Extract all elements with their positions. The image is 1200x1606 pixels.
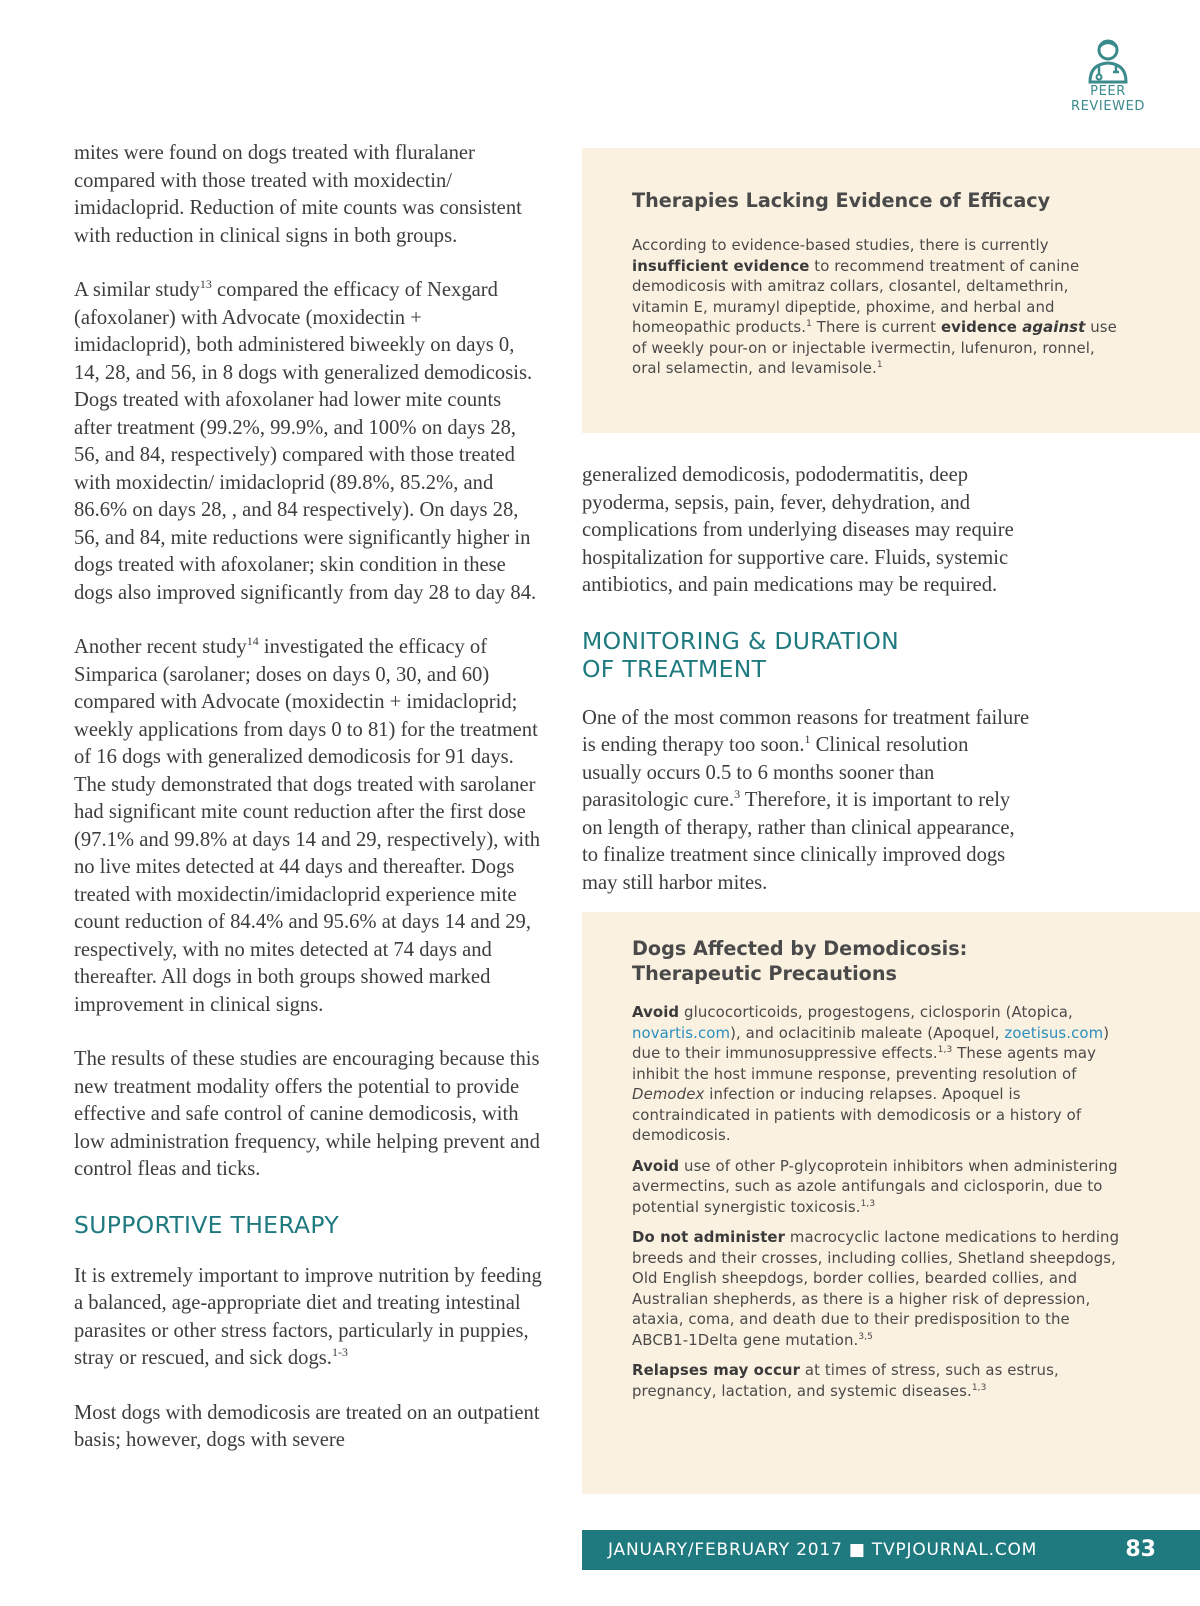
paragraph-hospitalization: generalized demodicosis, pododermatitis, deep pyoderma, sepsis, pain, fever, dehydration, and complications from underlying diseases may require hospitalization for supportive care. Fluids, systemic antibiotics, and pain medications may be required. [582, 464, 1014, 596]
right-column [582, 462, 1032, 924]
reference-1-3: 1-3 [331, 1345, 348, 1360]
paragraph-nexgard-study: A similar study$^{13}$ compared the efficacy of Nexgard (afoxolaner) with Advocate (moxidectin + imidacloprid), both administered biweekly on days 0, 14, 28, and 56, in 8 dogs with generalized demodicosis. Dogs treated with afoxolaner had lower mite counts after treatment (99.2%, 99.9%, and 100% on days 28, 56, and 84, respectively) compared with those treated with moxidectin/ imidacloprid (89.8%, 85.2%, and 86.6% on days 28, , and 84 respectively). On days 28, 56, and 84, mite reductions were significantly higher in dogs treated with afoxolaner; skin condition in these dogs also improved significantly from day 28 to day 84. [74, 277, 537, 604]
box-title-lacking-evidence: Therapies Lacking Evidence of Efficacy [632, 189, 1051, 212]
paragraph-encouraging-results: The results of these studies are encouraging because this new treatment modality offers the potential to provide effective and safe control of canine demodicosis, with low administration frequency, while helping prevent and control fleas and ticks. [74, 1048, 540, 1180]
precaution-item-relapses: Relapses may occur at times of stress, such as estrus, pregnancy, lactation, and systemic diseases.$^{1,3}$ [632, 1361, 1059, 1400]
precaution-item-herding-breeds: Do not administer macrocyclic lactone medications to herding breeds and their crosses, including collies, Shetland sheepdogs, Old English sheepdogs, border collies, bearded collies, and Australian shepherds, as there is a higher risk of depression, ataxia, coma, and death due to their predisposition to the ABCB1-1Delta gene mutation.$^{3,5}$ [632, 1228, 1120, 1349]
paragraph-simparica-study: Another recent study$^{14}$ investigated the efficacy of Simparica (sarolaner; doses on days 0, 30, and 60) compared with Advocate (moxidectin + imidacloprid; weekly applications from days 0 to 81) for the treatment of 16 dogs with generalized demodicosis for 91 days. The study demonstrated that dogs treated with sarolaner had significant mite count reduction after the first dose (97.1% and 99.8% at days 14 and 29, respectively), with no live mites detected at 44 days and thereafter. Dogs treated with moxidectin/imidacloprid experience mite count reduction of 84.4% and 95.6% at days 14 and 29, respectively, with no mites detected at 74 days and thereafter. All dogs in both groups showed marked improvement in clinical signs. [74, 634, 541, 1016]
link-novartis[interactable]: novartis.com [632, 1023, 731, 1042]
precaution-item-immunosuppressive: Avoid glucocorticoids, progestogens, ciclosporin (Atopica, novartis.com), and oclacitinib maleate (Apoquel, zoetisus.com) due to their immunosuppressive effects.$^{1,3}$ These agents may inhibit the host immune response, preventing resolution of Demodex infection or inducing relapses. Apoquel is contraindicated in patients with demodicosis or a history of demodicosis. [632, 1003, 1110, 1144]
sidebar-box-lacking-evidence [582, 148, 1200, 433]
badge-line-1: PEER [1090, 84, 1126, 99]
paragraph-nutrition: It is extremely important to improve nutrition by feeding a balanced, age-appropriate diet and treating intestinal parasites or other stress factors, particularly in puppies, stray or rescued, and sick dogs.$^{1-3}$ [74, 1264, 542, 1369]
left-column [74, 140, 542, 1482]
paragraph-treatment-failure: One of the most common reasons for treatment failure is ending therapy too soon.$^1$ Clinical resolution usually occurs 0.5 to 6 months sooner than parasitologic cure.$^3$ Therefore, it is important to rely on length of therapy, rather than clinical appearance, to finalize treatment since clinically improved dogs may still harbor mites. [582, 706, 1030, 894]
page-number: 83 [1125, 1537, 1156, 1562]
paragraph-outpatient: Most dogs with demodicosis are treated on an outpatient basis; however, dogs with severe [74, 1401, 540, 1451]
link-zoetisus[interactable]: zoetisus.com [1004, 1023, 1104, 1042]
paragraph-fluralaner: mites were found on dogs treated with fluralaner compared with those treated with moxidectin/ imidacloprid. Reduction of mite counts was consistent with reduction in clinical signs in both groups. [74, 142, 522, 247]
reference-14: 14 [246, 634, 259, 649]
peer-reviewed-badge [1062, 36, 1154, 114]
box-title-precautions: Dogs Affected by Demodicosis: Therapeutic Precautions [632, 937, 968, 985]
precaution-item-p-glycoprotein: Avoid use of other P-glycoprotein inhibitors when administering avermectins, such as azole antifungals and ciclosporin, due to potential synergistic toxicosis.$^{1,3}$ [632, 1156, 1118, 1216]
reference-13: 13 [199, 277, 212, 292]
footer-issue-text: JANUARY/FEBRUARY 2017 ■ TVPJOURNAL.COM [608, 1540, 1038, 1560]
heading-supportive-therapy: SUPPORTIVE THERAPY [74, 1210, 339, 1239]
sidebar-box-precautions [582, 912, 1200, 1494]
box-text-lacking-evidence: According to evidence-based studies, there is currently insufficient evidence to recommend treatment of canine demodicosis with amitraz collars, closantel, deltamethrin, vitamin E, muramyl dipeptide, phoxime, and herbal and homeopathic products.$^1$ There is current evidence against use of weekly pour-on or injectable ivermectin, lufenuron, ronnel, oral selamectin, and levamisole.$^1$ [632, 236, 1117, 377]
page-footer [582, 1530, 1200, 1570]
doctor-icon [1085, 36, 1131, 84]
heading-monitoring-duration: MONITORING & DURATION OF TREATMENT [582, 626, 900, 683]
badge-line-2: REVIEWED [1070, 99, 1146, 114]
